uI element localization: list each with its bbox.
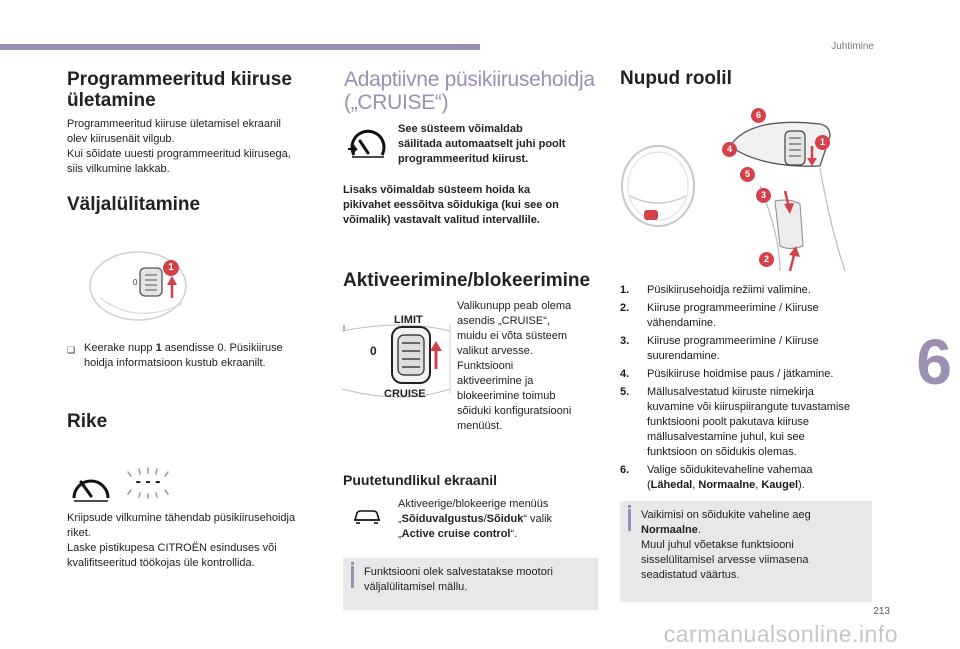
list-number: 5. — [620, 386, 630, 398]
car-icon — [352, 508, 382, 526]
cruise-selector-knob-illustration — [342, 309, 452, 405]
callout-badge: 2 — [759, 252, 774, 267]
text-span: asendisse 0. Püsikiiruse — [161, 342, 283, 354]
col2-title-line: („CRUISE“) — [344, 91, 449, 114]
text-line — [641, 523, 867, 538]
info-box — [343, 558, 598, 610]
speedometer-fault-icon — [68, 466, 114, 506]
page-number: 213 — [873, 606, 890, 617]
list-item — [620, 301, 875, 331]
list-number: 1. — [620, 284, 630, 296]
text-span: Active cruise control — [401, 528, 511, 540]
text-line: aktiveerimine ja — [457, 375, 534, 387]
info-box — [620, 501, 872, 602]
dash-display-icon — [118, 466, 178, 500]
activation-text — [457, 299, 597, 434]
text-line: Muul juhul võetakse funktsiooni — [641, 539, 794, 551]
list-item — [620, 283, 875, 298]
fault-text — [67, 511, 327, 571]
text-span: . — [697, 524, 701, 536]
text-span: , — [692, 479, 699, 491]
bullet-icon: ❏ — [67, 345, 76, 355]
cruise-control-icon — [346, 127, 388, 161]
list-number: 6. — [620, 464, 630, 476]
text-line: Püsikiirusehoidja režiimi valimine. — [647, 284, 811, 296]
text-span: Kaugel — [761, 479, 799, 491]
col2-intro — [398, 122, 598, 167]
text-line: väljalülitamisel mällu. — [364, 581, 468, 593]
text-span: 1 — [155, 342, 162, 354]
text-line: Aktiveerige/blokeerige menüüs — [398, 498, 549, 510]
text-line: funktsiooni poolt pakutava kiiruse — [647, 416, 810, 428]
switchoff-text — [67, 341, 322, 371]
section-name: Juhtimine — [831, 41, 874, 52]
text-line: mällusalvestamine juhul, kui see — [647, 431, 805, 443]
col1-title-line: ületamine — [67, 90, 156, 111]
col2-title — [344, 68, 604, 114]
text-line: muidu ei võta süsteem — [457, 330, 568, 342]
watermark: carmanualsonline.info — [663, 621, 898, 647]
dash-display-text: - - - — [135, 473, 161, 490]
callout-badge: 5 — [740, 167, 755, 182]
text-line — [398, 512, 598, 527]
touch-text — [398, 497, 598, 542]
list-item — [620, 463, 875, 493]
knob-limit-label: LIMIT — [394, 314, 423, 326]
fault-title: Rike — [67, 411, 108, 432]
text-line: seadistatud väärtus. — [641, 569, 740, 581]
text-line: sisselülitamisel arvesse viimasena — [641, 554, 809, 566]
text-line: suurendamine. — [647, 350, 720, 362]
text-line: riket. — [67, 527, 91, 539]
text-line: Valikunupp peab olema — [457, 300, 572, 312]
text-span: Sõiduvalgustus — [401, 513, 484, 525]
text-line: Laske pistikupesa CITROËN esinduses või — [67, 542, 277, 554]
callout-badge: 1 — [815, 135, 830, 150]
text-span: “. — [510, 528, 518, 540]
text-line: Programmeeritud kiiruse ületamisel ekraanil — [67, 118, 281, 130]
text-line: olev kiirusenäit vilgub. — [67, 133, 175, 145]
text-span: ( — [647, 479, 651, 491]
text-span: ). — [798, 479, 805, 491]
switchoff-title: Väljalülitamine — [67, 194, 201, 215]
text-span: / — [483, 513, 487, 525]
text-line: Kiiruse programmeerimine / Kiiruse — [647, 302, 819, 314]
text-line: funktsioon on sõidukis olemas. — [647, 446, 797, 458]
callout-badge: 4 — [722, 142, 737, 157]
text-line: hoidja informatsioon kustub ekraanilt. — [84, 357, 266, 369]
text-span: “ valik — [523, 513, 553, 525]
text-line: Funktsiooni — [457, 360, 514, 372]
list-item — [620, 385, 875, 460]
header-accent-bar — [0, 44, 480, 50]
text-line: Lisaks võimaldab süsteem hoida ka — [343, 184, 531, 196]
col3-title: Nupud roolil — [620, 68, 732, 89]
list-number: 4. — [620, 368, 630, 380]
bullet-row — [67, 341, 322, 356]
callout-badge: 3 — [756, 188, 771, 203]
callout-badge: 1 — [163, 260, 179, 276]
text-span: , — [755, 479, 762, 491]
text-line: See süsteem võimaldab — [398, 123, 523, 135]
text-line: siis vilkumine lakkab. — [67, 163, 170, 175]
svg-text:0: 0 — [133, 278, 138, 287]
text-span: Normaalne — [698, 479, 756, 491]
text-line: valikut arvesse. — [457, 345, 533, 357]
stalk-knob-illustration — [88, 248, 198, 326]
list-item — [620, 367, 875, 382]
info-icon — [351, 566, 354, 588]
info-box-text — [641, 508, 867, 583]
text-line: Kriipsude vilkumine tähendab püsikiirusehoidja — [67, 512, 296, 524]
knob-zero-label: 0 — [370, 344, 377, 358]
col2-title-line: Adaptiivne püsikiirusehoidja — [344, 68, 595, 91]
text-line: Valige sõidukitevaheline vahemaa — [647, 464, 813, 476]
text-line: kvalifitseeritud töökojas üle kontrollida. — [67, 557, 255, 569]
controls-list — [620, 283, 875, 496]
col1-title-line: Programmeeritud kiiruse — [67, 69, 292, 90]
text-line: vähendamine. — [647, 317, 717, 329]
text-span: „ — [398, 528, 402, 540]
text-line: sõiduki konfiguratsiooni — [457, 405, 572, 417]
col1-intro — [67, 117, 322, 177]
info-icon — [628, 509, 631, 531]
list-number: 3. — [620, 335, 630, 347]
text-span: Sõiduk — [486, 513, 524, 525]
text-line — [647, 478, 875, 493]
list-item — [620, 334, 875, 364]
text-line: säilitada automaatselt juhi poolt — [398, 138, 566, 150]
text-line: programmeeritud kiirust. — [398, 153, 529, 165]
list-number: 2. — [620, 302, 630, 314]
text-line — [398, 527, 598, 542]
text-line: Kui sõidate uuesti programmeeritud kiirusega, — [67, 148, 291, 160]
text-line: asendis „CRUISE“, — [457, 315, 550, 327]
text-line: võimalik) vastavalt valitud intervallile. — [343, 214, 540, 226]
info-box-text — [364, 565, 594, 595]
text-line: kuvamine või kiiruspiirangute tuvastamise — [647, 401, 850, 413]
col2-paragraph — [343, 183, 598, 228]
text-line: Funktsiooni olek salvestatakse mootori — [364, 566, 553, 578]
col1-title — [67, 69, 317, 111]
callout-badge: 6 — [751, 108, 766, 123]
text-span: „ — [398, 513, 402, 525]
text-line: Püsikiiruse hoidmise paus / jätkamine. — [647, 368, 834, 380]
text-line: Kiiruse programmeerimine / Kiiruse — [647, 335, 819, 347]
text-line: Vaikimisi on sõidukite vaheline aeg — [641, 509, 811, 521]
text-line: Mällusalvestatud kiiruste nimekirja — [647, 386, 814, 398]
activation-title: Aktiveerimine/blokeerimine — [343, 270, 591, 291]
text-span: Normaalne — [641, 524, 698, 536]
text-line: blokeerimine toimub — [457, 390, 556, 402]
text-span: Keerake nupp — [84, 342, 156, 354]
knob-cruise-label: CRUISE — [384, 388, 426, 400]
touch-title: Puutetundlikul ekraanil — [343, 472, 498, 488]
chapter-number: 6 — [916, 326, 952, 398]
steering-wheel-illustration — [620, 106, 870, 276]
text-line: pikivahet eessõitva sõidukiga (kui see on — [343, 199, 559, 211]
text-line: menüüst. — [457, 420, 503, 432]
text-span: Lähedal — [650, 479, 693, 491]
